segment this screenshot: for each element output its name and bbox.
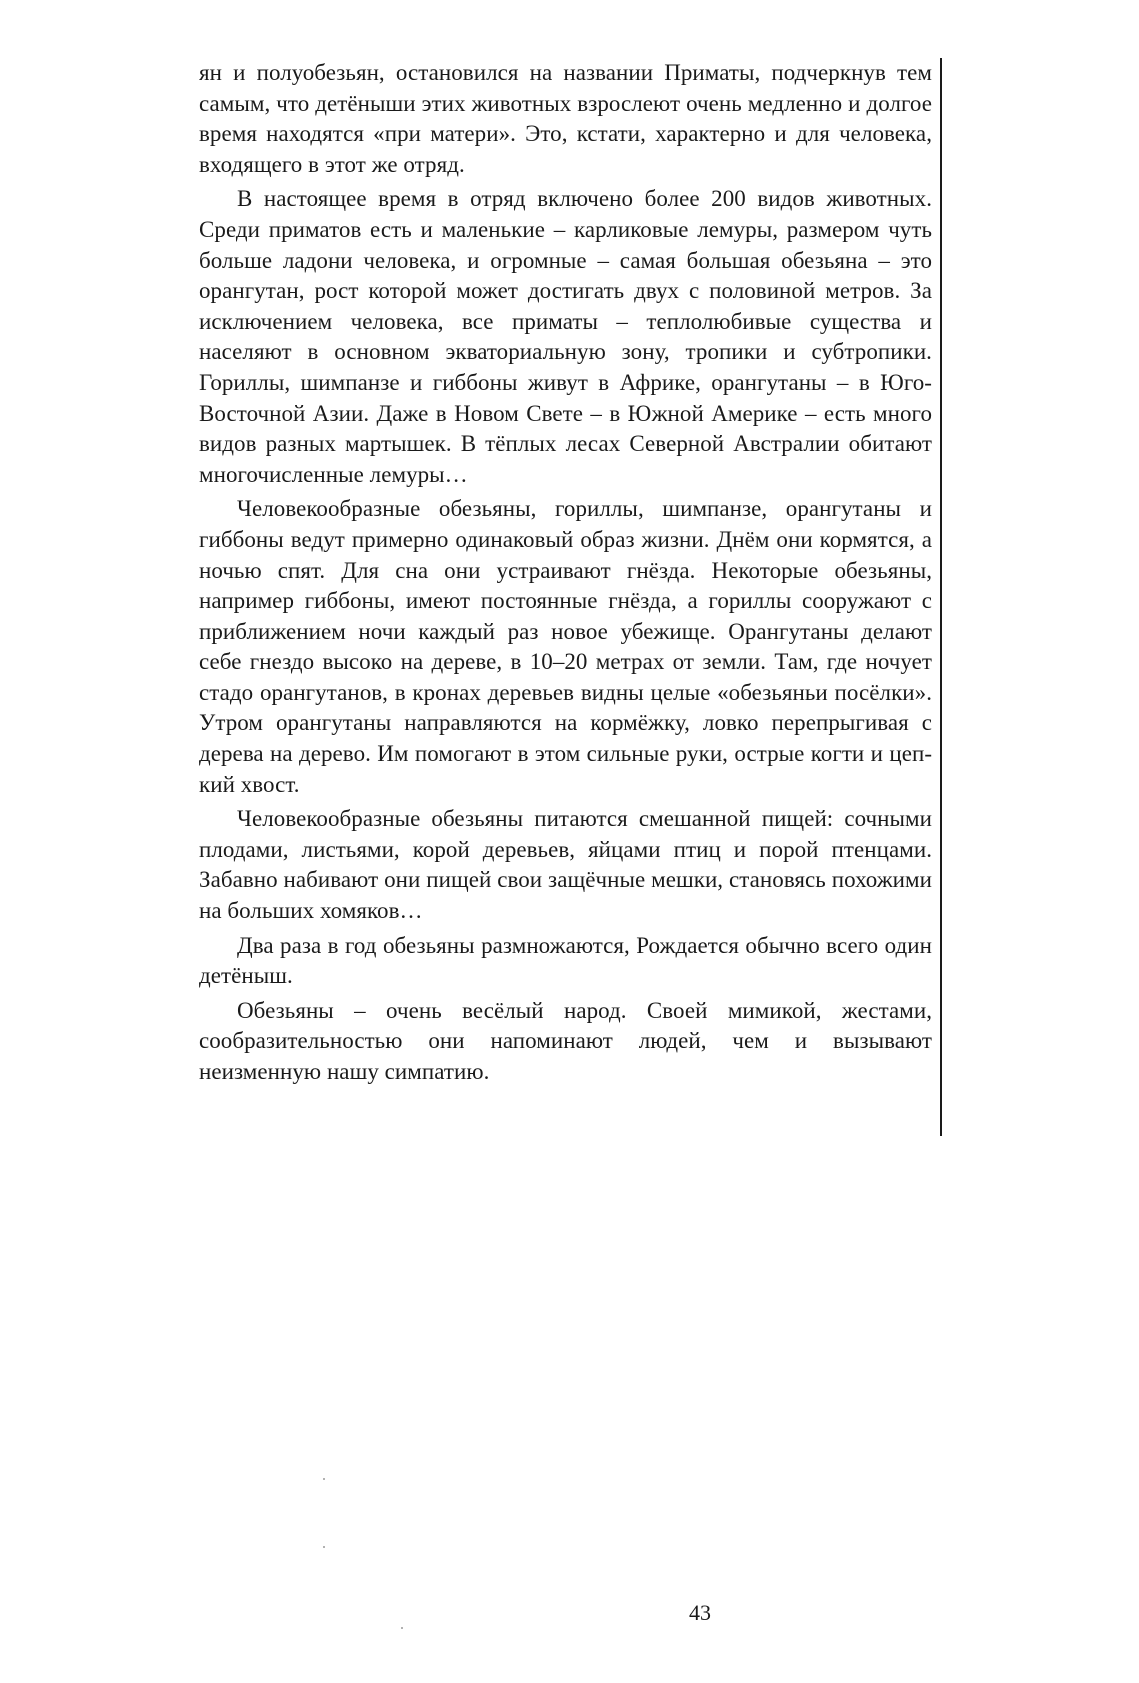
scan-speck [323,1546,325,1548]
paragraph-6: Обезьяны – очень весёлый народ. Своей мимикой, жестами, сообразительностью они напоминают людей, чем и вызывают неизменную нашу симпатию. [199,997,932,1084]
paragraph-1: ян и полуобезьян, остановился на названии Приматы, подчеркнув тем самым, что детёныши этих животных взрослеют очень медленно и долгое время находятся «при матери». Это, кстати, характерно и для человека, входящего в этот же отряд. [199,60,932,177]
page-number: 43 [689,1600,711,1625]
margin-rule [940,58,942,1136]
scan-speck [323,1478,325,1480]
paragraph-4: Человекообразные обезьяны питаются смешанной пищей: сочными плодами, листьями, корой деревьев, яйцами птиц и порой птенцами. Забавно набивают они пищей свои защёчные мешки, становясь похожими на больших хомяков… [199,806,932,924]
paragraph-2: В настоящее время в отряд включено более 200 видов животных. Среди приматов есть и маленькие – карликовые лемуры, размером чуть больше ладони человека, и огромные – самая большая обезьяна – это орангутан, рост которой может достигать двух с половиной метров. За исключением человека, все приматы – теплолюбивые существа и населяют в основном экваториальную зону, тропики и субтропики. Гориллы, шимпанзе и гиббоны живут в Африке, орангутаны – в Юго-Восточной Азии. Даже в Новом Свете – в Южной Америке – есть много видов разных мартышек. В тёплых лесах Северной Австралии обитают многочисленные лемуры… [199,186,932,487]
scan-speck [401,1627,403,1629]
paragraph-3: Человекообразные обезьяны, гориллы, шимпанзе, орангутаны и гиббоны ведут примерно одинаковый образ жизни. Днём они кормятся, а ночью спят. Для сна они устраивают гнёзда. Некоторые обезьяны, например гиббоны, имеют постоянные гнёзда, а гориллы сооружают с приближением ночи каждый раз новое убежище. Орангутаны делают себе гнездо высоко на дереве, в 10–20 метрах от земли. Там, где ночует стадо орангутанов, в кронах деревьев видны целые «обезьяньи посёлки». Утром орангутаны направляются на кормёжку, ловко перепрыгивая с дерева на дерево. Им помогают в этом сильные руки, острые когти и цепкий хвост. [199,496,932,797]
body-text [199,58,932,1088]
paragraph-5: Два раза в год обезьяны размножаются, Рождается обычно всего один детёныш. [199,932,932,989]
